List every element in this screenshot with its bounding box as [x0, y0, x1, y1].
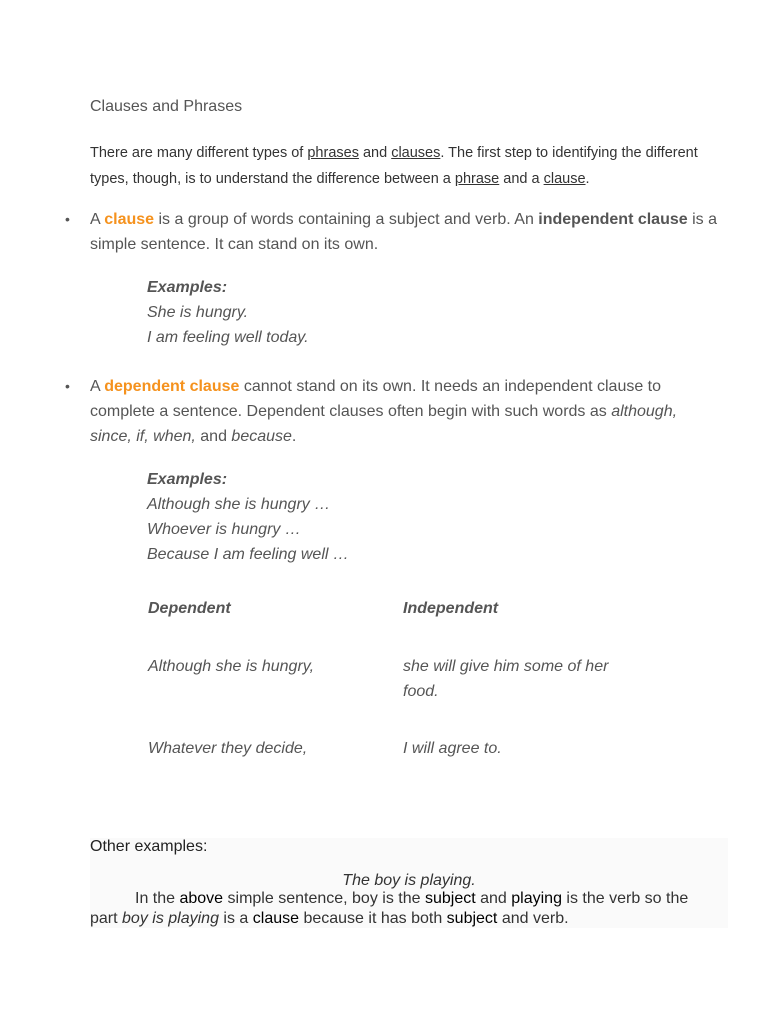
bullet-text: is a simple sentence. It can stand on its own.	[90, 211, 717, 253]
intro-text: .	[585, 171, 590, 187]
term-playing: playing	[511, 890, 562, 907]
bullet-text: .	[291, 428, 297, 445]
link-phrases[interactable]: phrases	[307, 145, 359, 161]
explain-text: and	[475, 890, 512, 907]
term-subject: subject	[424, 890, 476, 907]
examples-header: Examples:	[147, 471, 228, 488]
bullet-text: cannot stand on its own. It needs an independent clause to complete a sentence. Dependent clauses often begin with such words as	[90, 378, 662, 420]
intro-paragraph	[90, 140, 730, 192]
term-clause: clause	[252, 910, 300, 927]
examples-dependent	[147, 467, 349, 567]
term-because: because	[231, 428, 292, 445]
explanation-paragraph	[90, 889, 715, 929]
example-line: Although she is hungry …	[147, 496, 331, 513]
other-examples-label: Other examples:	[90, 838, 208, 855]
intro-text: . The first step to identifying the different types, though, is to understand the difference between a	[90, 145, 698, 187]
explain-text: and verb.	[497, 910, 569, 927]
table-cell: Although she is hungry,	[148, 658, 315, 675]
link-clauses[interactable]: clauses	[391, 145, 441, 161]
term-above: above	[179, 890, 224, 907]
term-independent-clause: independent clause	[538, 211, 688, 228]
table-header-dependent: Dependent	[148, 600, 231, 617]
link-clause[interactable]: clause	[543, 171, 586, 187]
example-line: She is hungry.	[147, 304, 249, 321]
intro-text: and	[358, 145, 392, 161]
example-sentence: The boy is playing.	[342, 872, 476, 889]
explain-text: In the	[135, 890, 180, 907]
example-line: I am feeling well today.	[147, 329, 309, 346]
examples-independent	[147, 275, 309, 350]
term-dependent-clause: dependent clause	[104, 378, 240, 395]
bullet-text: A	[90, 211, 105, 228]
explain-text: is a	[218, 910, 253, 927]
explain-text: is the verb so the part	[90, 890, 689, 927]
example-line: Whoever is hungry …	[147, 521, 301, 538]
bullet-dependent-definition	[65, 374, 720, 449]
intro-text: There are many different types of	[90, 145, 308, 161]
intro-text: and a	[499, 171, 544, 187]
bullet-dot-icon: •	[65, 211, 70, 227]
bullet-dot-icon: •	[65, 378, 70, 394]
bullet-text: and	[195, 428, 232, 445]
table-header-independent: Independent	[403, 600, 499, 617]
term-subordinators: although, since, if, when,	[90, 403, 678, 445]
explain-text: because it has both	[299, 910, 447, 927]
bullet-clause-definition	[65, 207, 720, 257]
term-subject: subject	[446, 910, 498, 927]
term-boy-is-playing: boy is playing	[122, 910, 219, 927]
explain-text: simple sentence, boy is the	[223, 890, 425, 907]
bullet-text: is a group of words containing a subject and verb. An	[154, 211, 539, 228]
table-cell: she will give him some of her food.	[403, 658, 609, 700]
table-cell: Whatever they decide,	[148, 740, 308, 757]
examples-header: Examples:	[147, 279, 228, 296]
example-line: Because I am feeling well …	[147, 546, 349, 563]
table-cell: I will agree to.	[403, 740, 502, 757]
page-title: Clauses and Phrases	[90, 98, 243, 115]
bullet-text: A	[90, 378, 105, 395]
term-clause: clause	[104, 211, 155, 228]
link-phrase[interactable]: phrase	[454, 171, 500, 187]
